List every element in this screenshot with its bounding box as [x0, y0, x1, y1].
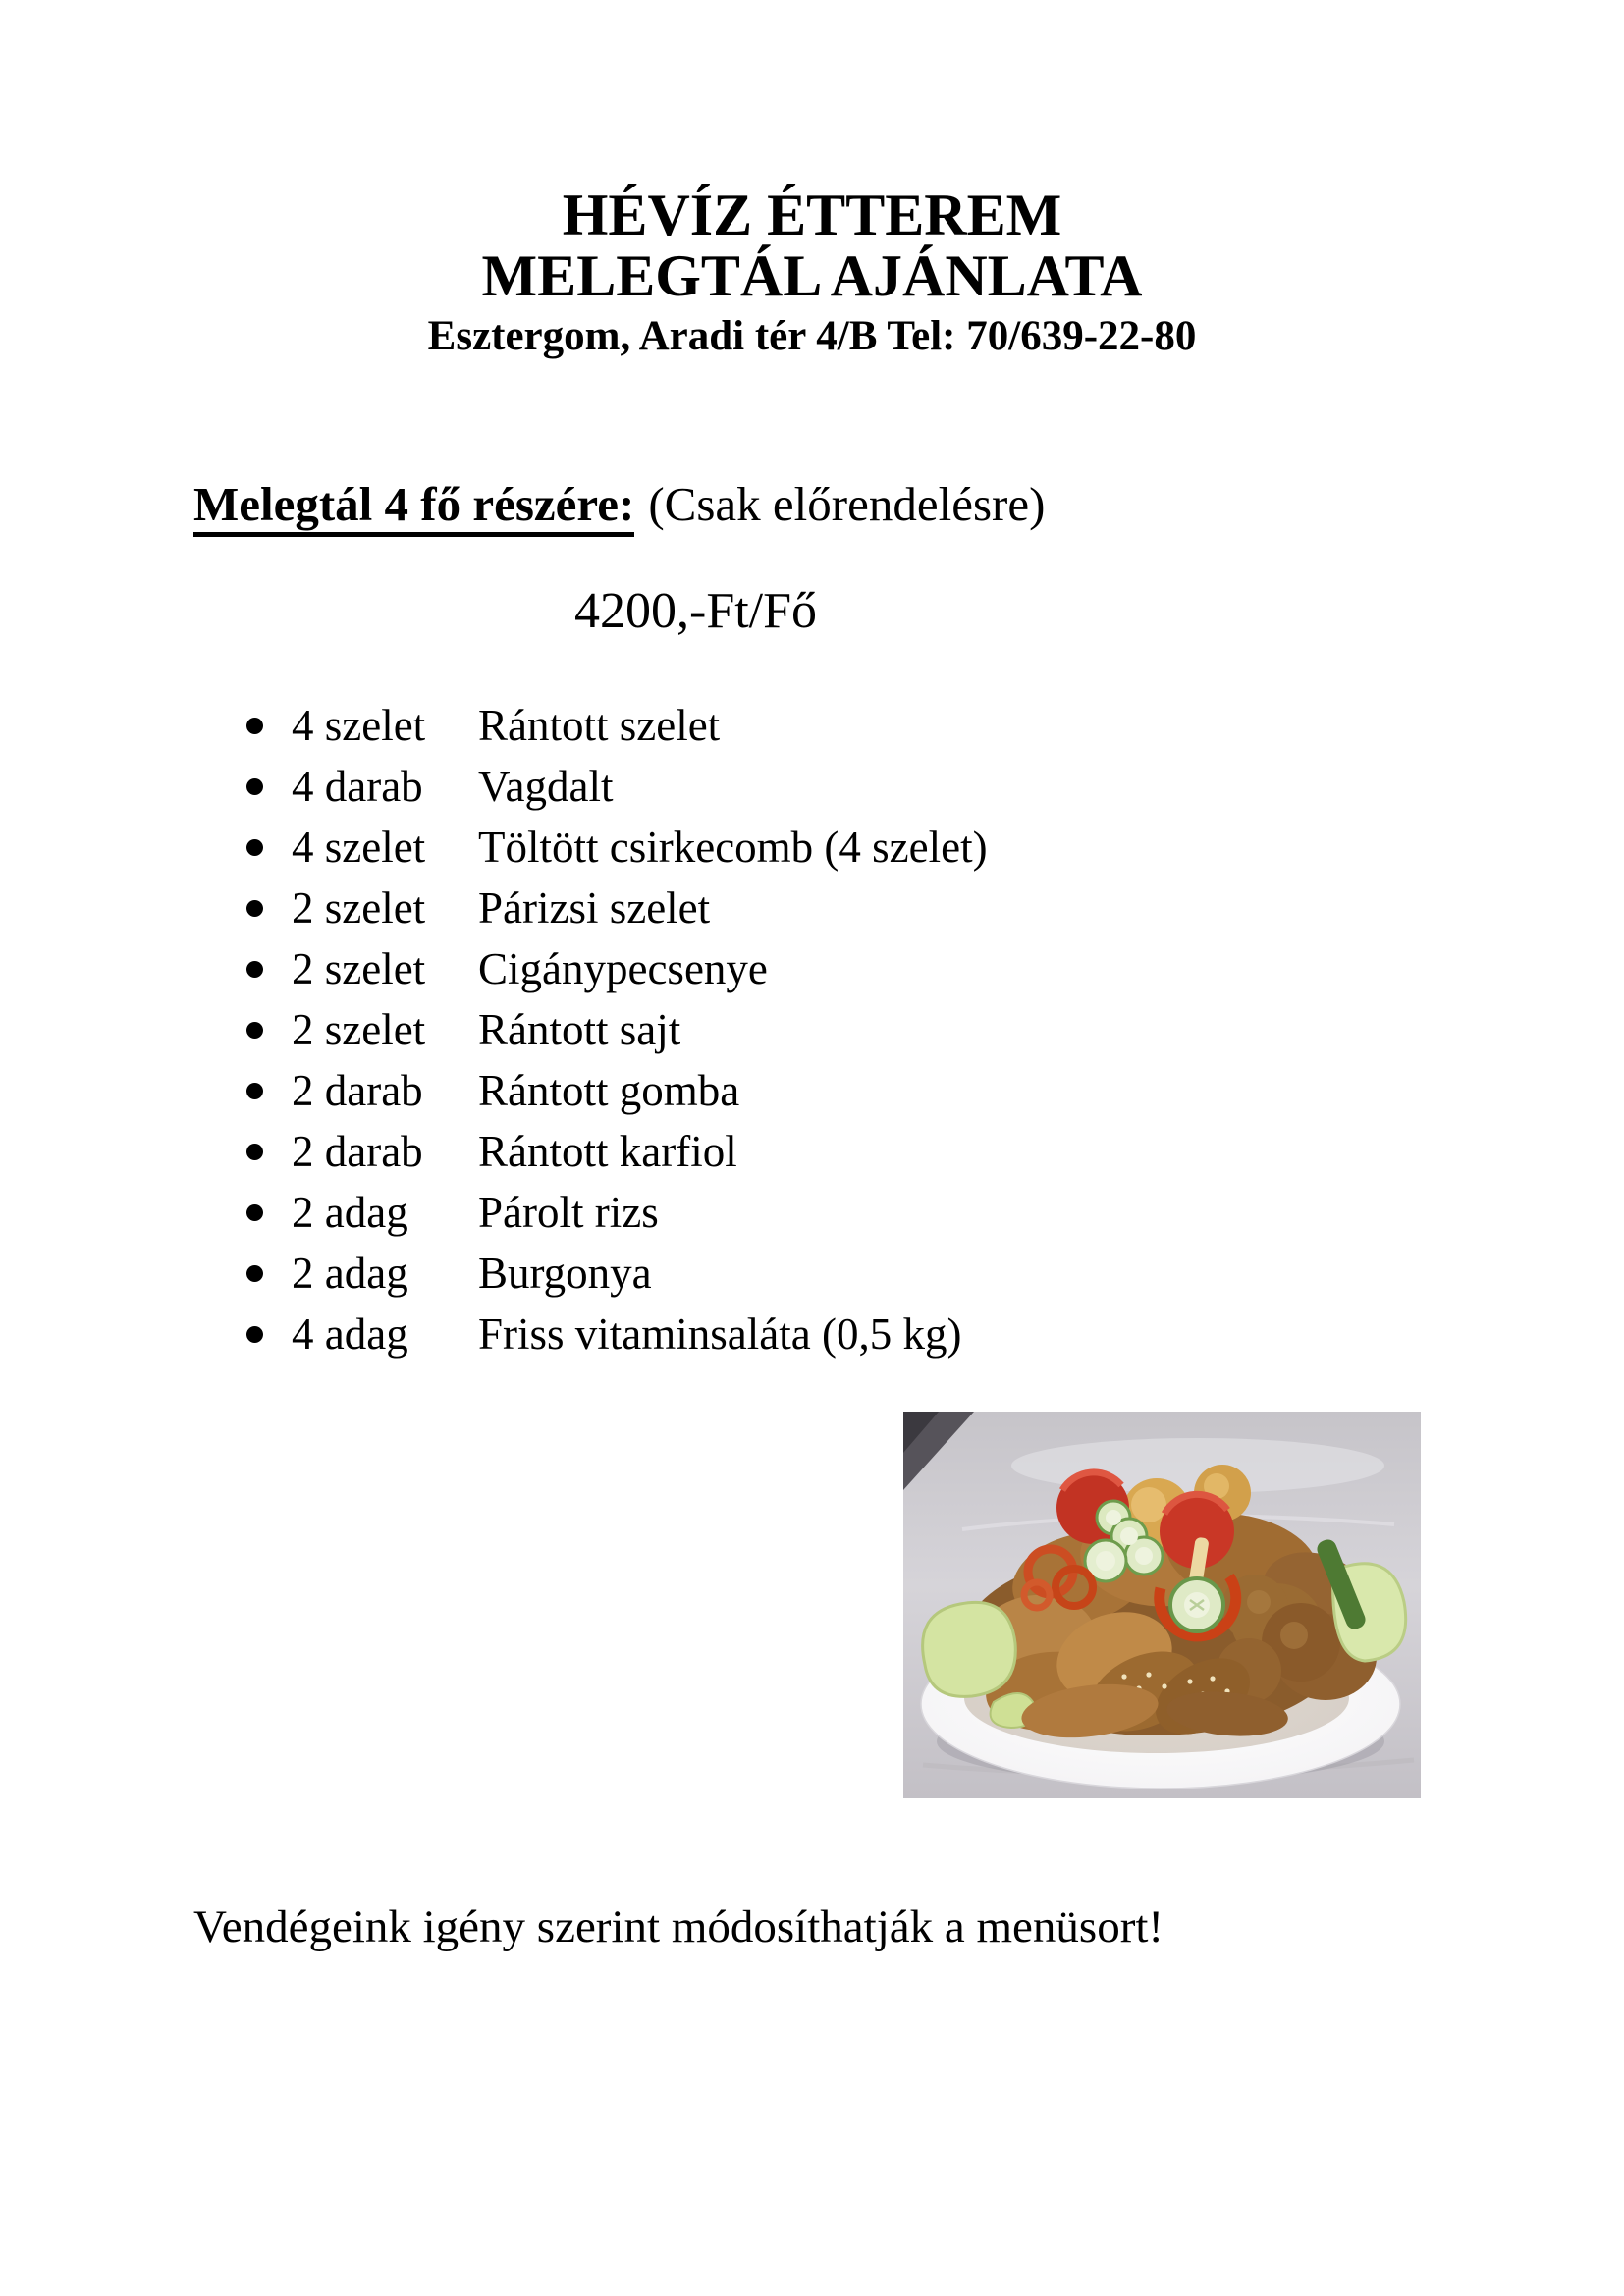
bullet-icon	[246, 1022, 263, 1039]
menu-item-quantity: 2 darab	[292, 1127, 423, 1176]
menu-list-item	[0, 878, 1624, 938]
food-platter-photo	[903, 1412, 1421, 1798]
price-per-person: 4200,-Ft/Fő	[574, 583, 818, 639]
menu-item-name: Rántott sajt	[478, 1005, 681, 1054]
menu-list-item	[0, 1182, 1624, 1243]
menu-item-name: Párizsi szelet	[478, 883, 711, 933]
address-line: Esztergom, Aradi tér 4/B Tel: 70/639-22-80	[427, 313, 1197, 359]
menu-item-name: Párolt rizs	[478, 1188, 659, 1237]
restaurant-name: HÉVÍZ ÉTTEREM	[562, 183, 1062, 247]
bullet-icon	[246, 900, 263, 917]
menu-item-name: Rántott gomba	[478, 1066, 740, 1115]
menu-item-quantity: 4 adag	[292, 1309, 408, 1359]
bullet-icon	[246, 961, 263, 978]
menu-list	[0, 695, 1624, 1364]
bullet-icon	[246, 1083, 263, 1099]
offer-title: MELEGTÁL AJÁNLATA	[481, 243, 1143, 308]
offer-note: (Csak előrendelésre)	[648, 477, 1046, 531]
bullet-icon	[246, 839, 263, 856]
bullet-icon	[246, 1265, 263, 1282]
offer-heading-line	[193, 477, 1045, 532]
menu-list-item	[0, 1304, 1624, 1364]
menu-list-item	[0, 756, 1624, 817]
menu-list-item	[0, 1060, 1624, 1121]
menu-item-name: Vagdalt	[478, 762, 614, 811]
menu-item-quantity: 2 szelet	[292, 944, 426, 993]
menu-item-name: Burgonya	[478, 1249, 652, 1298]
menu-item-name: Rántott szelet	[478, 701, 721, 750]
menu-item-name: Cigánypecsenye	[478, 944, 768, 993]
menu-list-item	[0, 1243, 1624, 1304]
menu-item-name: Rántott karfiol	[478, 1127, 737, 1176]
menu-list-item	[0, 1121, 1624, 1182]
footer-note: Vendégeink igény szerint módosíthatják a menüsort!	[193, 1901, 1164, 1952]
menu-item-quantity: 4 szelet	[292, 823, 426, 872]
bullet-icon	[246, 1144, 263, 1160]
menu-item-quantity: 2 adag	[292, 1188, 408, 1237]
menu-item-quantity: 2 szelet	[292, 1005, 426, 1054]
menu-item-quantity: 4 darab	[292, 762, 423, 811]
bullet-icon	[246, 1326, 263, 1343]
menu-list-item	[0, 938, 1624, 999]
bullet-icon	[246, 718, 263, 734]
menu-item-quantity: 2 adag	[292, 1249, 408, 1298]
menu-item-quantity: 2 szelet	[292, 883, 426, 933]
offer-heading: Melegtál 4 fő részére:	[193, 477, 634, 537]
menu-list-item	[0, 695, 1624, 756]
food-platter-illustration	[903, 1412, 1421, 1798]
bullet-icon	[246, 778, 263, 795]
menu-item-quantity: 4 szelet	[292, 701, 426, 750]
menu-list-item	[0, 999, 1624, 1060]
menu-item-quantity: 2 darab	[292, 1066, 423, 1115]
menu-list-item	[0, 817, 1624, 878]
menu-item-name: Töltött csirkecomb (4 szelet)	[478, 823, 988, 872]
bullet-icon	[246, 1204, 263, 1221]
menu-item-name: Friss vitaminsaláta (0,5 kg)	[478, 1309, 962, 1359]
